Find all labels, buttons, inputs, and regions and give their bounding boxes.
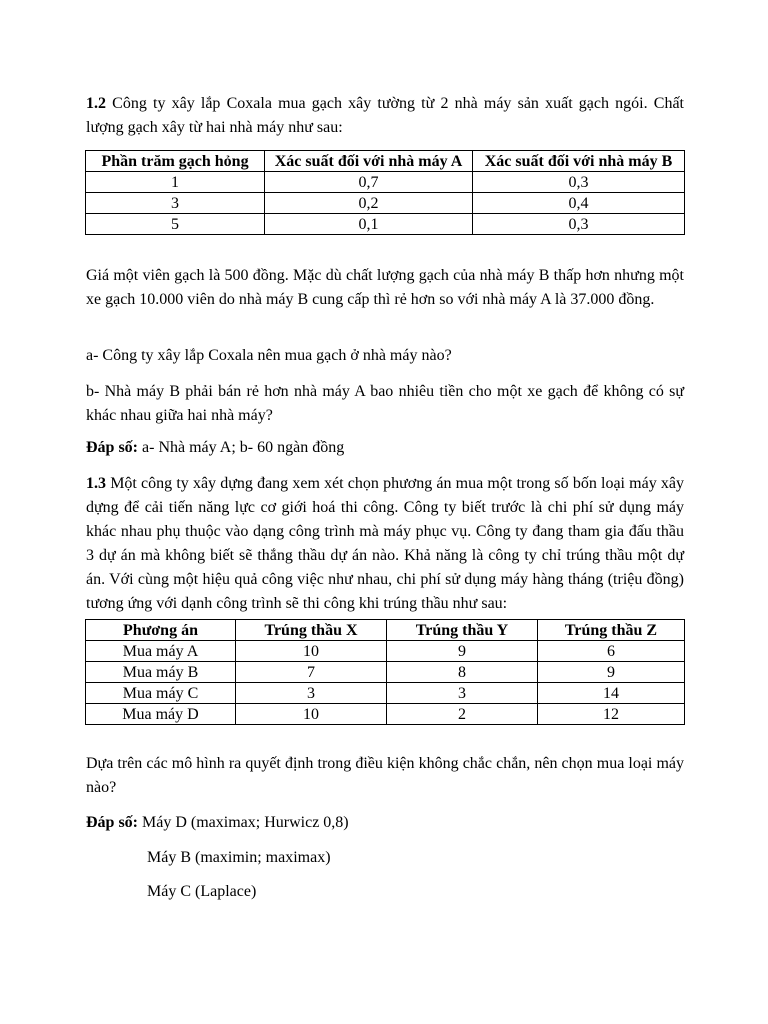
table-cell: 2 bbox=[387, 704, 538, 725]
table-row bbox=[86, 683, 685, 704]
answer-label: Đáp số: bbox=[86, 814, 139, 831]
answer-line-3: Máy C (Laplace) bbox=[147, 883, 257, 900]
table-header-row bbox=[86, 620, 685, 641]
problem-1-2-number: 1.2 bbox=[86, 95, 106, 112]
answer-label: Đáp số: bbox=[86, 439, 139, 456]
col-header-prob-factory-a: Xác suất đối với nhà máy A bbox=[265, 151, 473, 172]
col-header-win-x: Trúng thầu X bbox=[236, 620, 387, 641]
table-row bbox=[86, 193, 685, 214]
table-cell: 1 bbox=[86, 172, 265, 193]
table-row bbox=[86, 662, 685, 683]
table-cell: 10 bbox=[236, 704, 387, 725]
answer-line-2: Máy B (maximin; maximax) bbox=[147, 849, 331, 866]
question-b: b- Nhà máy B phải bán rẻ hơn nhà máy A bao nhiêu tiền cho một xe gạch để không có sự khác nhau giữa hai nhà máy? bbox=[86, 383, 684, 424]
answer-line-1: Máy D (maximax; Hurwicz 0,8) bbox=[138, 814, 349, 831]
table-cell: 8 bbox=[387, 662, 538, 683]
table-cell: Mua máy C bbox=[86, 683, 236, 704]
table-row bbox=[86, 704, 685, 725]
table-cell: 7 bbox=[236, 662, 387, 683]
table-cell: 14 bbox=[538, 683, 685, 704]
factory-quality-table bbox=[85, 150, 685, 235]
problem-1-3-intro bbox=[86, 472, 684, 616]
table-cell: 5 bbox=[86, 214, 265, 235]
table-cell: 9 bbox=[538, 662, 685, 683]
table-cell: 3 bbox=[236, 683, 387, 704]
problem-1-2-intro-text: Công ty xây lắp Coxala mua gạch xây tường từ 2 nhà máy sản xuất gạch ngói. Chất lượng gạch xây từ hai nhà máy như sau: bbox=[86, 95, 684, 136]
table-cell: 0,7 bbox=[265, 172, 473, 193]
table-cell: 0,2 bbox=[265, 193, 473, 214]
table-cell: Mua máy B bbox=[86, 662, 236, 683]
problem-1-3-answer bbox=[86, 811, 684, 835]
problem-1-2-intro bbox=[86, 92, 684, 140]
table-row bbox=[86, 172, 685, 193]
table-cell: 12 bbox=[538, 704, 685, 725]
table-cell: Mua máy A bbox=[86, 641, 236, 662]
table-row bbox=[86, 641, 685, 662]
col-header-prob-factory-b: Xác suất đối với nhà máy B bbox=[473, 151, 685, 172]
col-header-win-y: Trúng thầu Y bbox=[387, 620, 538, 641]
table-cell: 3 bbox=[86, 193, 265, 214]
table-cell: 0,3 bbox=[473, 214, 685, 235]
table-cell: 0,3 bbox=[473, 172, 685, 193]
machine-cost-table bbox=[85, 619, 685, 725]
problem-1-2-paragraph: Giá một viên gạch là 500 đồng. Mặc dù chất lượng gạch của nhà máy B thấp hơn nhưng một xe gạch 10.000 viên do nhà máy B cung cấp thì rẻ hơn so với nhà máy A là 37.000 đồng. bbox=[86, 267, 684, 308]
table-cell: 0,1 bbox=[265, 214, 473, 235]
answer-text: a- Nhà máy A; b- 60 ngàn đồng bbox=[138, 439, 345, 456]
table-cell: 3 bbox=[387, 683, 538, 704]
table-cell: 6 bbox=[538, 641, 685, 662]
problem-1-3-number: 1.3 bbox=[86, 475, 106, 492]
col-header-option: Phương án bbox=[86, 620, 236, 641]
col-header-defect-percent: Phần trăm gạch hỏng bbox=[86, 151, 265, 172]
problem-1-2-answer bbox=[86, 436, 684, 460]
table-cell: 10 bbox=[236, 641, 387, 662]
col-header-win-z: Trúng thầu Z bbox=[538, 620, 685, 641]
table-row bbox=[86, 214, 685, 235]
table-header-row bbox=[86, 151, 685, 172]
problem-1-3-intro-text: Một công ty xây dựng đang xem xét chọn phương án mua một trong số bốn loại máy xây dựng để cải tiến năng lực cơ giới hoá thi công. Công ty biết trước là chi phí sử dụng máy khác nhau phụ thuộc vào dạng công trình mà máy phục vụ. Công ty đang tham gia đấu thầu 3 dự án mà không biết sẽ thắng thầu dự án nào. Khả năng là công ty chỉ trúng thầu một dự án. Với cùng một hiệu quả công việc như nhau, chi phí sử dụng máy hàng tháng (triệu đồng) tương ứng với dạnh công trình sẽ thi công khi trúng thầu như sau: bbox=[86, 475, 685, 612]
table-cell: Mua máy D bbox=[86, 704, 236, 725]
table-cell: 0,4 bbox=[473, 193, 685, 214]
table-cell: 9 bbox=[387, 641, 538, 662]
problem-1-3-question: Dựa trên các mô hình ra quyết định trong điều kiện không chắc chắn, nên chọn mua loại máy nào? bbox=[86, 755, 684, 796]
question-a: a- Công ty xây lắp Coxala nên mua gạch ở nhà máy nào? bbox=[86, 347, 452, 364]
